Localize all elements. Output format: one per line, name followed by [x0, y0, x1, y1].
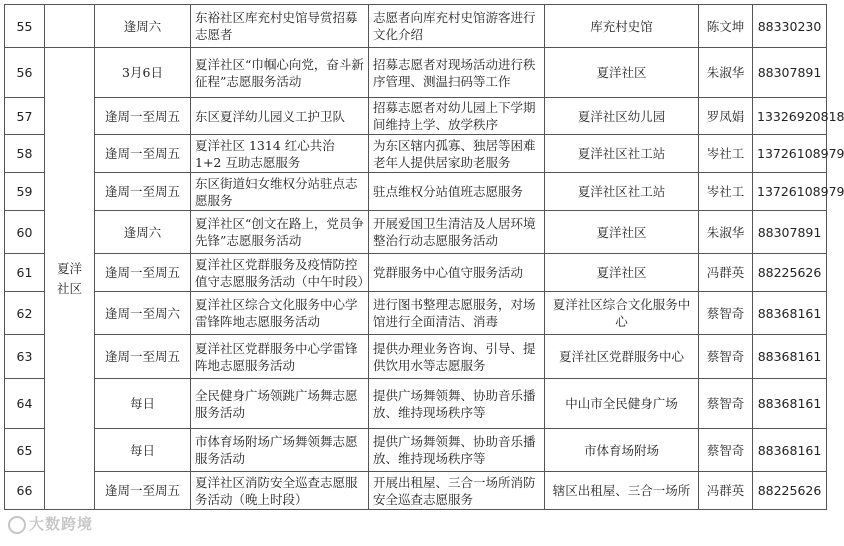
time-cell: 逢周一至周五: [95, 135, 191, 173]
table-row: [5, 429, 827, 472]
contact-person-cell: 罗凤娟: [699, 98, 753, 135]
contact-person-cell: 朱淑华: [699, 211, 753, 254]
row-number-cell: 61: [5, 254, 45, 292]
table-row: [5, 379, 827, 429]
community-cell: 夏洋 社区: [45, 48, 95, 510]
phone-cell: 88368161: [753, 379, 827, 429]
row-number-cell: 62: [5, 292, 45, 335]
content-cell: 招募志愿者对幼儿园上下学期间维持上学、放学秩序: [369, 98, 545, 135]
contact-person-cell: 冯群英: [699, 254, 753, 292]
table-row: [5, 335, 827, 379]
content-cell: 为东区辖内孤寡、独居等困难老年人提供居家助老服务: [369, 135, 545, 173]
contact-person-cell: 冯群英: [699, 472, 753, 510]
contact-person-cell: 蔡智奇: [699, 335, 753, 379]
project-cell: 夏洋社区综合文化服务中心学雷锋阵地志愿服务活动: [191, 292, 369, 335]
time-cell: 逢周一至周五: [95, 173, 191, 211]
row-number-cell: 66: [5, 472, 45, 510]
project-cell: 夏洋社区 1314 红心共治 1+2 互助志愿服务: [191, 135, 369, 173]
time-cell: 每日: [95, 429, 191, 472]
place-cell: 中山市全民健身广场: [545, 379, 699, 429]
watermark-text: 大数跨境: [29, 515, 94, 533]
place-cell: 辖区出租屋、三合一场所: [545, 472, 699, 510]
row-number-cell: 64: [5, 379, 45, 429]
contact-person-cell: 蔡智奇: [699, 429, 753, 472]
table-row: [5, 135, 827, 173]
project-cell: 全民健身广场领跳广场舞志愿服务活动: [191, 379, 369, 429]
content-cell: 提供广场舞领舞、协助音乐播放、维持现场秩序等: [369, 379, 545, 429]
phone-cell: 88330230: [753, 5, 827, 48]
place-cell: 夏洋社区幼儿园: [545, 98, 699, 135]
table-row: [5, 5, 827, 48]
time-cell: 逢周一至周六: [95, 292, 191, 335]
content-cell: 驻点维权分站值班志愿服务: [369, 173, 545, 211]
watermark-logo-icon: [8, 516, 26, 534]
place-cell: 夏洋社区社工站: [545, 173, 699, 211]
row-number-cell: 63: [5, 335, 45, 379]
row-number-cell: 60: [5, 211, 45, 254]
content-cell: 开展出租屋、三合一场所消防安全巡查志愿服务: [369, 472, 545, 510]
phone-cell: 88368161: [753, 335, 827, 379]
row-number-cell: 55: [5, 5, 45, 48]
project-cell: 夏洋社区党群服务及疫情防控值守志愿服务活动（中午时段）: [191, 254, 369, 292]
time-cell: 每日: [95, 379, 191, 429]
project-cell: 东区街道妇女维权分站驻点志愿服务: [191, 173, 369, 211]
content-cell: 提供办理业务咨询、引导、提供饮用水等志愿服务: [369, 335, 545, 379]
place-cell: 夏洋社区党群服务中心: [545, 335, 699, 379]
content-cell: 提供广场舞领舞、协助音乐播放、维持现场秩序等: [369, 429, 545, 472]
time-cell: 逢周一至周五: [95, 254, 191, 292]
place-cell: 库充村史馆: [545, 5, 699, 48]
project-cell: 夏洋社区“巾帼心向党，奋斗新征程”志愿服务活动: [191, 48, 369, 98]
project-cell: 市体育场附场广场舞领舞志愿服务活动: [191, 429, 369, 472]
place-cell: 夏洋社区综合文化服务中心: [545, 292, 699, 335]
phone-cell: 13326920818: [753, 98, 827, 135]
phone-cell: 88225626: [753, 254, 827, 292]
project-cell: 东区夏洋幼儿园义工护卫队: [191, 98, 369, 135]
row-number-cell: 56: [5, 48, 45, 98]
row-number-cell: 58: [5, 135, 45, 173]
time-cell: 逢周一至周五: [95, 335, 191, 379]
phone-cell: 88368161: [753, 292, 827, 335]
contact-person-cell: 蔡智奇: [699, 379, 753, 429]
table-row: [5, 173, 827, 211]
table-row: [5, 98, 827, 135]
contact-person-cell: 岑社工: [699, 135, 753, 173]
content-cell: 招募志愿者对现场活动进行秩序管理、测温扫码等工作: [369, 48, 545, 98]
content-cell: 党群服务中心值守服务活动: [369, 254, 545, 292]
table-body: [5, 5, 844, 510]
table-row: [5, 292, 827, 335]
content-cell: 开展爱国卫生清洁及人居环境整治行动志愿服务活动: [369, 211, 545, 254]
contact-person-cell: 陈文坤: [699, 5, 753, 48]
table-row: [5, 211, 827, 254]
place-cell: 夏洋社区: [545, 211, 699, 254]
row-number-cell: 65: [5, 429, 45, 472]
row-number-cell: 57: [5, 98, 45, 135]
phone-cell: 13726108979: [753, 173, 827, 211]
phone-cell: 13726108979: [753, 135, 827, 173]
content-cell: 进行图书整理志愿服务，对场馆进行全面清洁、消毒: [369, 292, 545, 335]
place-cell: 夏洋社区: [545, 48, 699, 98]
community-cell: [45, 5, 95, 48]
table-row: [5, 254, 827, 292]
content-cell: 志愿者向库充村史馆游客进行文化介绍: [369, 5, 545, 48]
table-row: [5, 472, 827, 510]
time-cell: 逢周六: [95, 5, 191, 48]
phone-cell: 88368161: [753, 429, 827, 472]
time-cell: 逢周六: [95, 211, 191, 254]
row-number-cell: 59: [5, 173, 45, 211]
place-cell: 夏洋社区社工站: [545, 135, 699, 173]
place-cell: 市体育场附场: [545, 429, 699, 472]
contact-person-cell: 岑社工: [699, 173, 753, 211]
volunteer-activity-table: [4, 4, 844, 510]
time-cell: 逢周一至周五: [95, 98, 191, 135]
time-cell: 3月6日: [95, 48, 191, 98]
phone-cell: 88225626: [753, 472, 827, 510]
phone-cell: 88307891: [753, 48, 827, 98]
project-cell: 夏洋社区“创文在路上，党员争先锋”志愿服务活动: [191, 211, 369, 254]
watermark: [8, 513, 93, 534]
contact-person-cell: 朱淑华: [699, 48, 753, 98]
time-cell: 逢周一至周五: [95, 472, 191, 510]
table-row: [5, 48, 827, 98]
place-cell: 夏洋社区: [545, 254, 699, 292]
phone-cell: 88307891: [753, 211, 827, 254]
contact-person-cell: 蔡智奇: [699, 292, 753, 335]
project-cell: 夏洋社区消防安全巡查志愿服务活动（晚上时段）: [191, 472, 369, 510]
project-cell: 东裕社区库充村史馆导赏招募志愿者: [191, 5, 369, 48]
project-cell: 夏洋社区党群服务中心学雷锋阵地志愿服务活动: [191, 335, 369, 379]
